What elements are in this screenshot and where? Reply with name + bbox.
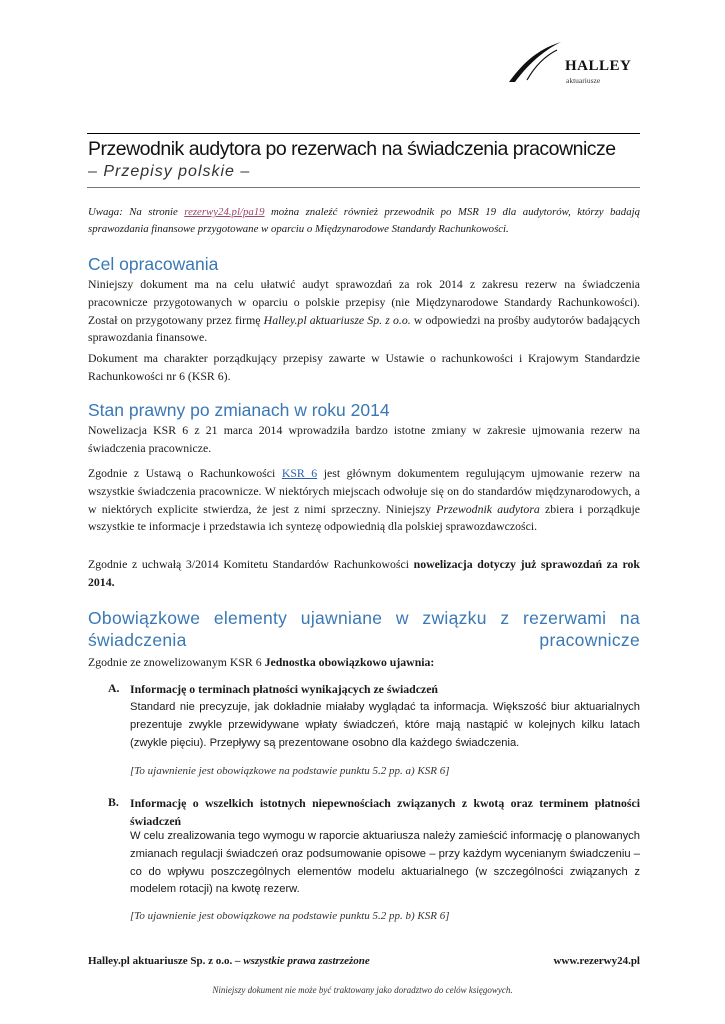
- section3-intro-bold: Jednostka obowiązkowo ujawnia:: [264, 655, 435, 669]
- list-item-letter: B.: [108, 795, 119, 809]
- section2-paragraph-2: [88, 465, 640, 536]
- list-item-body: Standard nie precyzuje, jak dokładnie miałaby wyglądać ta informacja. Większość biur aktuarialnych prezentuje zwykle przewidywane wpłaty świadczeń, które mają nastąpić w kolejnych kilku latach (zwykle pięciu). Przepływy są prezentowane osobno dla każdego świadczenia.: [130, 701, 640, 749]
- list-item-heading: Informację o terminach płatności wynikających ze świadczeń: [130, 682, 438, 696]
- section1-paragraph-1: [88, 276, 640, 347]
- section-heading-obowiazkowe: Obowiązkowe elementy ujawniane w związku z rezerwami na świadczenia pracownicze: [88, 608, 640, 650]
- section-heading-cel: Cel opracowania: [88, 254, 219, 274]
- footer-rights: – wszystkie prawa zastrzeżone: [232, 955, 370, 967]
- section1-firm-name: Halley.pl aktuariusze Sp. z o.o.: [263, 312, 411, 327]
- section2-p2-middle: jest głównym dokumentem regulującym ujmowanie rezerw na wszystkie świadczenia pracownicze. W niektórych miejscach odwołuje się on do standardów międzynarodowych, a w niektórych explicite stwierdza, że jest z nimi sprzeczny. Niniejszy: [88, 466, 640, 516]
- swoosh-logo-icon: [505, 36, 565, 86]
- section2-paragraph-1: Nowelizacja KSR 6 z 21 marca 2014 wprowadziła bardzo istotne zmiany w zakresie ujmowania rezerw na świadczenia pracownicze.: [88, 423, 640, 455]
- section1-paragraph-2: Dokument ma charakter porządkujący przepisy zawarte w Ustawie o rachunkowości i Krajowym Standardzie Rachunkowości nr 6 (KSR 6).: [88, 351, 640, 383]
- list-item-reference: [To ujawnienie jest obowiązkowe na podstawie punktu 5.2 pp. b) KSR 6]: [130, 910, 450, 922]
- list-item-heading: Informację o wszelkich istotnych niepewnościach związanych z kwotą oraz terminem płatności świadczeń: [130, 796, 640, 828]
- list-item-reference: [To ujawnienie jest obowiązkowe na podstawie punktu 5.2 pp. a) KSR 6]: [130, 765, 450, 777]
- section3-intro: [88, 654, 640, 672]
- footer-company-name: Halley.pl aktuariusze Sp. z o.o.: [88, 955, 233, 967]
- section2-p3-bold: nowelizacja dotyczy już sprawozdań za rok 2014.: [88, 557, 640, 589]
- section2-paragraph-3: [88, 556, 640, 592]
- section1-p1-end: w odpowiedzi na prośby audytorów badających sprawozdania finansowe.: [88, 312, 640, 345]
- title-rule-top: [87, 133, 640, 134]
- ksr6-link[interactable]: KSR 6: [281, 466, 318, 480]
- note: [88, 204, 640, 238]
- section2-p3-text: Zgodnie z uchwałą 3/2014 Komitetu Standardów Rachunkowości: [88, 557, 414, 571]
- page-subtitle: – Przepisy polskie –: [88, 163, 251, 180]
- section-heading-stan-prawny: Stan prawny po zmianach w roku 2014: [88, 400, 390, 420]
- note-rest: można znaleźć również przewodnik po MSR 19 dla audytorów, którzy badają sprawozdania finansowe przygotowane w oparciu o Międzynarodowe Standardy Rachunkowości.: [88, 206, 641, 235]
- section2-p2-emphasis: Przewodnik audytora: [436, 501, 540, 516]
- note-link[interactable]: rezerwy24.pl/pa19: [184, 206, 265, 218]
- section2-p2-end: zbiera i porządkuje wszystkie te informacje i przedstawia ich syntezę odpowiednią dla polskiej sprawozdawczości.: [88, 501, 640, 534]
- section3-intro-text: Zgodnie ze znowelizowanym KSR 6: [88, 655, 265, 669]
- halley-logo: [505, 36, 645, 88]
- list-item-letter: A.: [108, 681, 120, 695]
- section2-p2-text: Zgodnie z Ustawą o Rachunkowości: [88, 466, 282, 480]
- logo-name: HALLEY: [565, 58, 632, 74]
- list-item-body: W celu zrealizowania tego wymogu w raporcie aktuariusza należy zamieścić informację o planowanych zmianach regulacji świadczeń oraz podsumowanie opisowe – przy każdym wycenianym świadczeniu – co do wpływu poszczególnych elementów modelu aktuarialnego (w szczególności związanych z modelem rotacji) na kwotę rezerw.: [130, 830, 640, 896]
- footer-company: [88, 955, 370, 967]
- footer-disclaimer: Niniejszy dokument nie może być traktowany jako doradztwo do celów księgowych.: [212, 985, 513, 995]
- section1-p1-text: Niniejszy dokument ma na celu ułatwić audyt sprawozdań za rok 2014 z zakresu rezerw na świadczenia pracownicze przygotowanych w oparciu o polskie przepisy (nie Międzynarodowe Standardy Rachunkowości). Został on przygotowany przez firmę: [88, 277, 640, 327]
- logo-subtitle: aktuariusze: [566, 76, 601, 85]
- title-rule-bottom: [87, 187, 640, 188]
- page-title: Przewodnik audytora po rezerwach na świadczenia pracownicze: [88, 138, 616, 160]
- footer-url[interactable]: www.rezerwy24.pl: [553, 955, 640, 967]
- note-lead: Uwaga: Na stronie: [88, 206, 185, 218]
